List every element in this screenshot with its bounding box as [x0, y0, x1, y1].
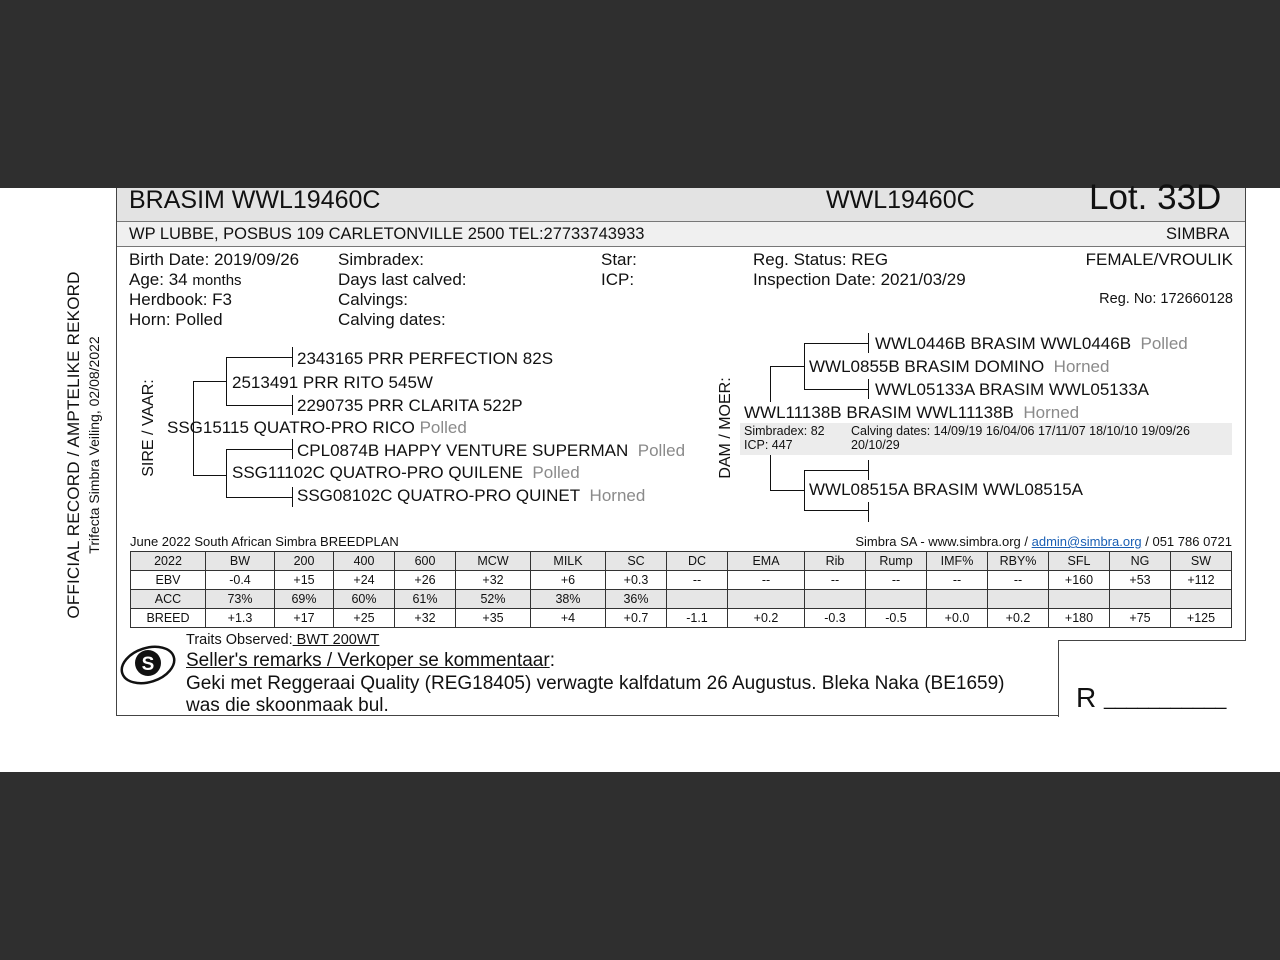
- table-cell: EBV: [131, 571, 206, 590]
- table-row: [131, 609, 1232, 628]
- herdbook: Herdbook: F3: [129, 290, 232, 309]
- table-cell: --: [805, 571, 866, 590]
- sire: SSG15115 QUATRO-PRO RICO Polled: [167, 418, 467, 437]
- table-cell: [988, 590, 1049, 609]
- table-cell: +24: [334, 571, 395, 590]
- ss-bracket: [226, 357, 227, 405]
- animal-id: WWL19460C: [826, 186, 975, 214]
- table-cell: +1.3: [206, 609, 275, 628]
- dd-bracket: [804, 470, 805, 510]
- table-cell: BREED: [131, 609, 206, 628]
- sire-sire: 2513491 PRR RITO 545W: [232, 373, 433, 392]
- dam-calving-dates-cont: 20/10/29: [851, 438, 900, 452]
- table-cell: [667, 590, 728, 609]
- col-header: 200: [275, 552, 334, 571]
- ebv-table: [130, 551, 1232, 628]
- table-cell: +15: [275, 571, 334, 590]
- table-cell: -0.4: [206, 571, 275, 590]
- dam-simbradex: Simbradex: 82: [744, 424, 825, 438]
- table-cell: [1110, 590, 1171, 609]
- sire-dam-sire: CPL0874B HAPPY VENTURE SUPERMAN Polled: [297, 441, 686, 460]
- table-cell: +0.2: [988, 609, 1049, 628]
- sdd-tick: [292, 487, 293, 507]
- table-cell: +125: [1171, 609, 1232, 628]
- table-cell: ACC: [131, 590, 206, 609]
- table-cell: --: [988, 571, 1049, 590]
- price-currency: R: [1076, 682, 1097, 713]
- dam-sire: WWL0855B BRASIM DOMINO Horned: [809, 357, 1110, 376]
- table-cell: +17: [275, 609, 334, 628]
- table-cell: +112: [1171, 571, 1232, 590]
- owner-details: WP LUBBE, POSBUS 109 CARLETONVILLE 2500 TEL:27733743933: [129, 225, 645, 243]
- calving-dates: Calving dates:: [338, 310, 446, 329]
- table-row: [131, 590, 1232, 609]
- table-cell: +4: [531, 609, 606, 628]
- table-cell: 36%: [606, 590, 667, 609]
- table-cell: --: [927, 571, 988, 590]
- table-cell: +0.3: [606, 571, 667, 590]
- table-cell: [728, 590, 805, 609]
- col-header: RBY%: [988, 552, 1049, 571]
- dam: WWL11138B BRASIM WWL11138B Horned: [744, 403, 1080, 422]
- email-link[interactable]: admin@simbra.org: [1031, 534, 1142, 549]
- table-cell: 73%: [206, 590, 275, 609]
- sire-dam: SSG11102C QUATRO-PRO QUILENE Polled: [232, 463, 580, 482]
- dam-dam: WWL08515A BRASIM WWL08515A: [809, 480, 1084, 499]
- dds-connector: [804, 470, 868, 471]
- sire-label: SIRE / VAAR:: [140, 379, 157, 477]
- auction-label: Trifecta Simbra Veiling, 02/08/2022: [86, 336, 102, 554]
- sds-connector: [226, 449, 292, 450]
- sss-tick: [292, 347, 293, 367]
- breed: SIMBRA: [1166, 225, 1230, 243]
- dam-sire-sire: WWL0446B BRASIM WWL0446B Polled: [875, 334, 1188, 353]
- remarks-line-2: was die skoonmaak bul.: [186, 695, 389, 716]
- star: Star:: [601, 250, 637, 269]
- remarks-title: Seller's remarks / Verkoper se kommentaar:: [186, 650, 555, 671]
- col-header: SW: [1171, 552, 1232, 571]
- table-cell: +160: [1049, 571, 1110, 590]
- birth-date: Birth Date: 2019/09/26: [129, 250, 300, 269]
- col-header: BW: [206, 552, 275, 571]
- table-cell: 61%: [395, 590, 456, 609]
- table-cell: -0.5: [866, 609, 927, 628]
- dss-connector: [804, 343, 868, 344]
- col-header: Rump: [866, 552, 927, 571]
- ssd-tick: [292, 395, 293, 415]
- col-header: SFL: [1049, 552, 1110, 571]
- table-cell: [1049, 590, 1110, 609]
- table-cell: +26: [395, 571, 456, 590]
- table-cell: +6: [531, 571, 606, 590]
- dsd-connector: [804, 389, 868, 390]
- table-cell: +0.2: [728, 609, 805, 628]
- col-header: MCW: [456, 552, 531, 571]
- table-cell: 52%: [456, 590, 531, 609]
- icp: ICP:: [601, 270, 635, 289]
- table-cell: [805, 590, 866, 609]
- col-header: MILK: [531, 552, 606, 571]
- dam-icp: ICP: 447: [744, 438, 793, 452]
- simbra-logo-icon: [118, 644, 178, 686]
- sd-connector: [193, 475, 226, 476]
- sire-sire-sire: 2343165 PRR PERFECTION 82S: [297, 349, 554, 368]
- col-header: 600: [395, 552, 456, 571]
- reg-status: Reg. Status: REG: [753, 250, 889, 269]
- traits-observed: Traits Observed: BWT 200WT: [186, 632, 380, 648]
- table-cell: 38%: [531, 590, 606, 609]
- official-record-label: OFFICIAL RECORD / AMPTELIKE REKORD: [64, 271, 83, 619]
- dds-tick: [868, 460, 869, 480]
- ds-bracket: [804, 343, 805, 389]
- table-cell: --: [866, 571, 927, 590]
- table-cell: +35: [456, 609, 531, 628]
- dss-tick: [868, 333, 869, 353]
- dam-label: DAM / MOER:: [717, 377, 734, 479]
- table-cell: -0.3: [805, 609, 866, 628]
- reg-number: Reg. No: 172660128: [1099, 291, 1233, 307]
- days-last-calved: Days last calved:: [338, 270, 467, 289]
- table-cell: --: [667, 571, 728, 590]
- table-cell: +180: [1049, 609, 1110, 628]
- table-cell: --: [728, 571, 805, 590]
- simbra-contact: Simbra SA - www.simbra.org / admin@simbra.org / 051 786 0721: [855, 534, 1232, 549]
- table-cell: 69%: [275, 590, 334, 609]
- sire-dam-dam: SSG08102C QUATRO-PRO QUINET Horned: [297, 486, 646, 505]
- table-cell: +53: [1110, 571, 1171, 590]
- table-cell: [1171, 590, 1232, 609]
- dam-sire-dam: WWL05133A BRASIM WWL05133A: [875, 380, 1150, 399]
- dam-calving-dates: Calving dates: 14/09/19 16/04/06 17/11/07 18/10/10 19/09/26: [851, 424, 1190, 438]
- col-header: SC: [606, 552, 667, 571]
- sdd-connector: [226, 497, 292, 498]
- horn-status: Horn: Polled: [129, 310, 223, 329]
- breedplan-title: June 2022 South African Simbra BREEDPLAN: [130, 534, 399, 549]
- ddd-tick: [868, 502, 869, 522]
- sss-connector: [226, 357, 292, 358]
- calvings: Calvings:: [338, 290, 408, 309]
- table-cell: +32: [456, 571, 531, 590]
- dam-bracket-bottom: [770, 455, 771, 490]
- ds-connector: [770, 366, 804, 367]
- col-header: DC: [667, 552, 728, 571]
- sd-bracket: [226, 449, 227, 497]
- table-row: [131, 571, 1232, 590]
- sex: FEMALE/VROULIK: [1085, 250, 1233, 269]
- col-header: IMF%: [927, 552, 988, 571]
- animal-name: BRASIM WWL19460C: [129, 186, 381, 214]
- sds-tick: [292, 439, 293, 459]
- table-header-row: [131, 552, 1232, 571]
- col-header: 2022: [131, 552, 206, 571]
- inspection-date: Inspection Date: 2021/03/29: [753, 270, 966, 289]
- ddd-connector: [804, 510, 868, 511]
- col-header: 400: [334, 552, 395, 571]
- table-cell: -1.1: [667, 609, 728, 628]
- ssd-connector: [226, 405, 292, 406]
- dam-bracket-top: [770, 366, 771, 402]
- col-header: EMA: [728, 552, 805, 571]
- col-header: NG: [1110, 552, 1171, 571]
- sire-sire-dam: 2290735 PRR CLARITA 522P: [297, 396, 523, 415]
- dd-connector: [770, 490, 804, 491]
- svg-text:S: S: [141, 654, 155, 675]
- simbradex: Simbradex:: [338, 250, 424, 269]
- table-cell: [927, 590, 988, 609]
- col-header: Rib: [805, 552, 866, 571]
- table-cell: +0.7: [606, 609, 667, 628]
- table-cell: +0.0: [927, 609, 988, 628]
- remarks-line-1: Geki met Reggeraai Quality (REG18405) verwagte kalfdatum 26 Augustus. Bleka Naka (BE1659): [186, 673, 1005, 694]
- table-cell: +25: [334, 609, 395, 628]
- dsd-tick: [868, 379, 869, 399]
- table-cell: [866, 590, 927, 609]
- ss-connector: [193, 381, 226, 382]
- table-cell: +75: [1110, 609, 1171, 628]
- table-cell: +32: [395, 609, 456, 628]
- table-cell: 60%: [334, 590, 395, 609]
- age: Age: 34 months: [129, 270, 242, 289]
- price-field[interactable]: ___________: [1104, 688, 1227, 710]
- lot-number: Lot. 33D: [1089, 178, 1222, 217]
